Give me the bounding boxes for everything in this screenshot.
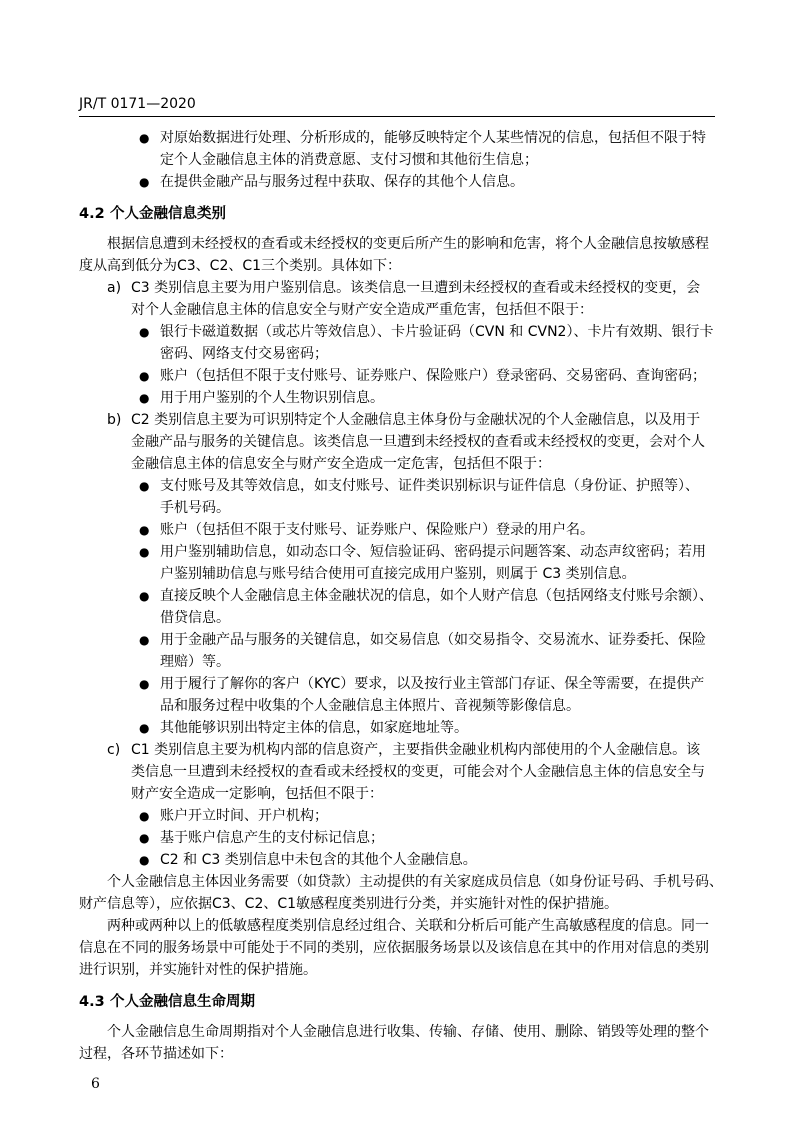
text-line: 账户开立时间、开户机构； (160, 808, 328, 824)
text-line: C2 和 C3 类别信息中未包含的其他个人金融信息。 (160, 852, 477, 868)
text-line: 个人金融信息主体因业务需要（如贷款）主动提供的有关家庭成员信息（如身份证号码、手机号码、 (107, 874, 723, 890)
text-line: 账户（包括但不限于支付账号、证券账户、保险账户）登录的用户名。 (160, 522, 594, 538)
text-line: C1 类别信息主要为机构内部的信息资产，主要指供金融业机构内部使用的个人金融信息。该 (131, 742, 701, 758)
text-line: 对个人金融信息主体的信息安全与财产安全造成严重危害，包括但不限于： (131, 302, 593, 318)
bullet-icon: ● (139, 175, 150, 189)
text-line: 用户鉴别辅助信息，如动态口令、短信验证码、密码提示问题答案、动态声纹密码；若用 (160, 544, 706, 560)
section-number: 4.2 (79, 206, 105, 222)
list-marker: c) (107, 742, 121, 758)
list-marker: a) (107, 280, 122, 296)
bullet-icon: ● (139, 589, 150, 603)
text-line: 对原始数据进行处理、分析形成的，能够反映特定个人某些情况的信息，包括但不限于特 (160, 130, 706, 146)
text-line: 信息在不同的服务场景中可能处于不同的类别，应依据服务场景以及该信息在其中的作用对信息的类别 (79, 940, 709, 956)
text-line: 理赔）等。 (160, 654, 230, 670)
bullet-icon: ● (139, 853, 150, 867)
text-line: 基于账户信息产生的支付标记信息； (160, 830, 384, 846)
text-line: 根据信息遭到未经授权的查看或未经授权的变更后所产生的影响和危害，将个人金融信息按敏感程 (107, 236, 709, 252)
text-line: 财产信息等），应依据C3、C2、C1敏感程度类别进行分类，并实施针对性的保护措施。 (79, 896, 619, 912)
text-line: 用于履行了解你的客户（KYC）要求，以及按行业主管部门存证、保全等需要，在提供产 (160, 676, 705, 692)
header-rule (79, 116, 715, 117)
bullet-icon: ● (139, 831, 150, 845)
text-line: 直接反映个人金融信息主体金融状况的信息，如个人财产信息（包括网络支付账号余额）、 (160, 588, 713, 604)
text-line: 手机号码。 (160, 500, 230, 516)
text-line: 借贷信息。 (160, 610, 230, 626)
text-line: 户鉴别辅助信息与账号结合使用可直接完成用户鉴别，则属于 C3 类别信息。 (160, 566, 636, 582)
list-marker: b) (107, 412, 122, 428)
text-line: 品和服务过程中收集的个人金融信息主体照片、音视频等影像信息。 (160, 698, 580, 714)
bullet-icon: ● (139, 391, 150, 405)
text-line: 金融信息主体的信息安全与财产安全造成一定危害，包括但不限于： (131, 456, 551, 472)
section-number: 4.3 (79, 994, 105, 1010)
bullet-icon: ● (139, 479, 150, 493)
bullet-icon: ● (139, 131, 150, 145)
text-line: 定个人金融信息主体的消费意愿、支付习惯和其他衍生信息； (160, 152, 538, 168)
text-line: 过程，各环节描述如下： (79, 1046, 233, 1062)
section-title: 个人金融信息类别 (110, 206, 226, 222)
text-line: 类信息一旦遭到未经授权的查看或未经授权的变更，可能会对个人金融信息主体的信息安全与 (131, 764, 705, 780)
text-line: 密码、网络支付交易密码； (160, 346, 328, 362)
section-title: 个人金融信息生命周期 (110, 994, 255, 1010)
text-line: C2 类别信息主要为可识别特定个人金融信息主体身份与金融状况的个人金融信息，以及用于 (131, 412, 701, 428)
text-line: 用于金融产品与服务的关键信息，如交易信息（如交易指令、交易流水、证券委托、保险 (160, 632, 706, 648)
text-line: 支付账号及其等效信息，如支付账号、证件类识别标识与证件信息（身份证、护照等）、 (160, 478, 699, 494)
bullet-icon: ● (139, 633, 150, 647)
text-line: 其他能够识别出特定主体的信息，如家庭地址等。 (160, 720, 468, 736)
text-line: 度从高到低分为C3、C2、C1三个类别。具体如下： (79, 258, 402, 274)
document-id-header: JR/T 0171—2020 (79, 96, 196, 112)
bullet-icon: ● (139, 369, 150, 383)
text-line: 两种或两种以上的低敏感程度类别信息经过组合、关联和分析后可能产生高敏感程度的信息。同一 (107, 918, 709, 934)
text-line: 银行卡磁道数据（或芯片等效信息）、卡片验证码（CVN 和 CVN2）、卡片有效期、银行卡 (160, 324, 714, 340)
text-line: 金融产品与服务的关键信息。该类信息一旦遭到未经授权的查看或未经授权的变更，会对个人 (131, 434, 705, 450)
text-line: 在提供金融产品与服务过程中获取、保存的其他个人信息。 (160, 174, 524, 190)
bullet-icon: ● (139, 677, 150, 691)
bullet-icon: ● (139, 809, 150, 823)
text-line: C3 类别信息主要为用户鉴别信息。该类信息一旦遭到未经授权的查看或未经授权的变更，会 (131, 280, 701, 296)
text-line: 进行识别，并实施针对性的保护措施。 (79, 962, 317, 978)
text-line: 账户（包括但不限于支付账号、证券账户、保险账户）登录密码、交易密码、查询密码； (160, 368, 706, 384)
bullet-icon: ● (139, 545, 150, 559)
bullet-icon: ● (139, 721, 150, 735)
text-line: 用于用户鉴别的个人生物识别信息。 (160, 390, 384, 406)
text-line: 财产安全造成一定影响，包括但不限于： (131, 786, 383, 802)
bullet-icon: ● (139, 523, 150, 537)
page-number: 6 (91, 1076, 100, 1092)
text-line: 个人金融信息生命周期指对个人金融信息进行收集、传输、存储、使用、删除、销毁等处理的整个 (107, 1024, 709, 1040)
bullet-icon: ● (139, 325, 150, 339)
